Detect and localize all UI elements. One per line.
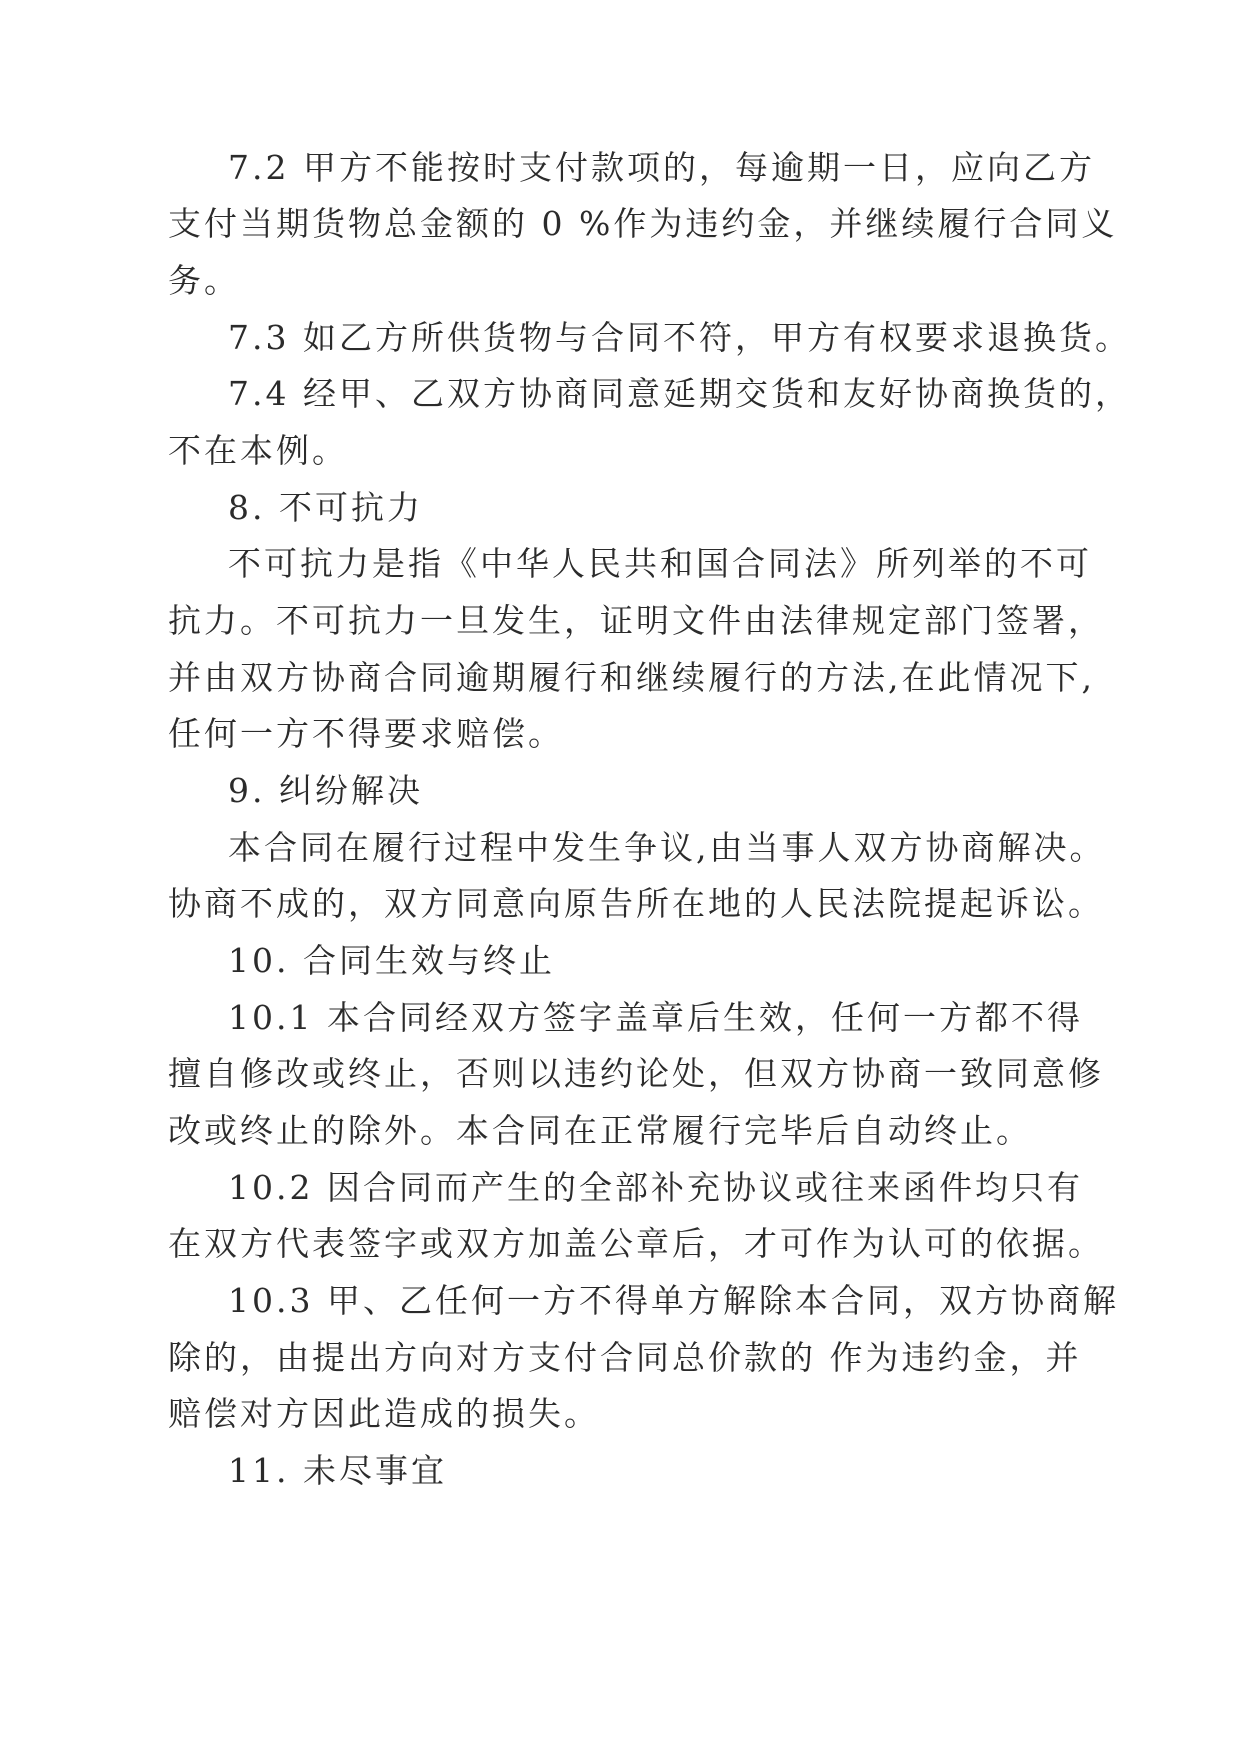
text-line: 除的，由提出方向对方支付合同总价款的 作为违约金，并: [168, 1338, 1082, 1377]
text-line: 支付当期货物总金额的 0 %作为违约金，并继续履行合同义: [168, 204, 1118, 243]
text-line: 抗力。不可抗力一旦发生，证明文件由法律规定部门签署，: [168, 601, 1104, 640]
text-line: 协商不成的，双方同意向原告所在地的人民法院提起诉讼。: [168, 884, 1104, 923]
text-line: 10.3 甲、乙任何一方不得单方解除本合同，双方协商解: [228, 1281, 1119, 1320]
text-line: 7.4 经甲、乙双方协商同意延期交货和友好协商换货的，: [228, 374, 1131, 413]
text-line: 擅自修改或终止，否则以违约论处，但双方协商一致同意修: [168, 1054, 1104, 1093]
text-line: 7.2 甲方不能按时支付款项的，每逾期一日，应向乙方: [228, 148, 1095, 187]
text-line: 10.1 本合同经双方签字盖章后生效，任何一方都不得: [228, 998, 1083, 1037]
text-line: 不可抗力是指《中华人民共和国合同法》所列举的不可: [228, 544, 1092, 583]
text-line: 7.3 如乙方所供货物与合同不符，甲方有权要求退换货。: [228, 318, 1131, 357]
text-line: 并由双方协商合同逾期履行和继续履行的方法,在此情况下,: [168, 658, 1095, 697]
text-line: 赔偿对方因此造成的损失。: [168, 1394, 600, 1433]
section-heading: 11. 未尽事宜: [228, 1451, 447, 1490]
text-line: 不在本例。: [168, 431, 348, 470]
text-line: 在双方代表签字或双方加盖公章后，才可作为认可的依据。: [168, 1224, 1104, 1263]
text-line: 10.2 因合同而产生的全部补充协议或往来函件均只有: [228, 1168, 1083, 1207]
text-line: 改或终止的除外。本合同在正常履行完毕后自动终止。: [168, 1111, 1032, 1150]
section-heading: 10. 合同生效与终止: [228, 941, 555, 980]
text-line: 务。: [168, 261, 240, 300]
text-line: 任何一方不得要求赔偿。: [168, 714, 564, 753]
text-line: 本合同在履行过程中发生争议,由当事人双方协商解决。: [228, 828, 1106, 867]
section-heading: 9. 纠纷解决: [228, 771, 423, 810]
section-heading: 8. 不可抗力: [228, 488, 423, 527]
